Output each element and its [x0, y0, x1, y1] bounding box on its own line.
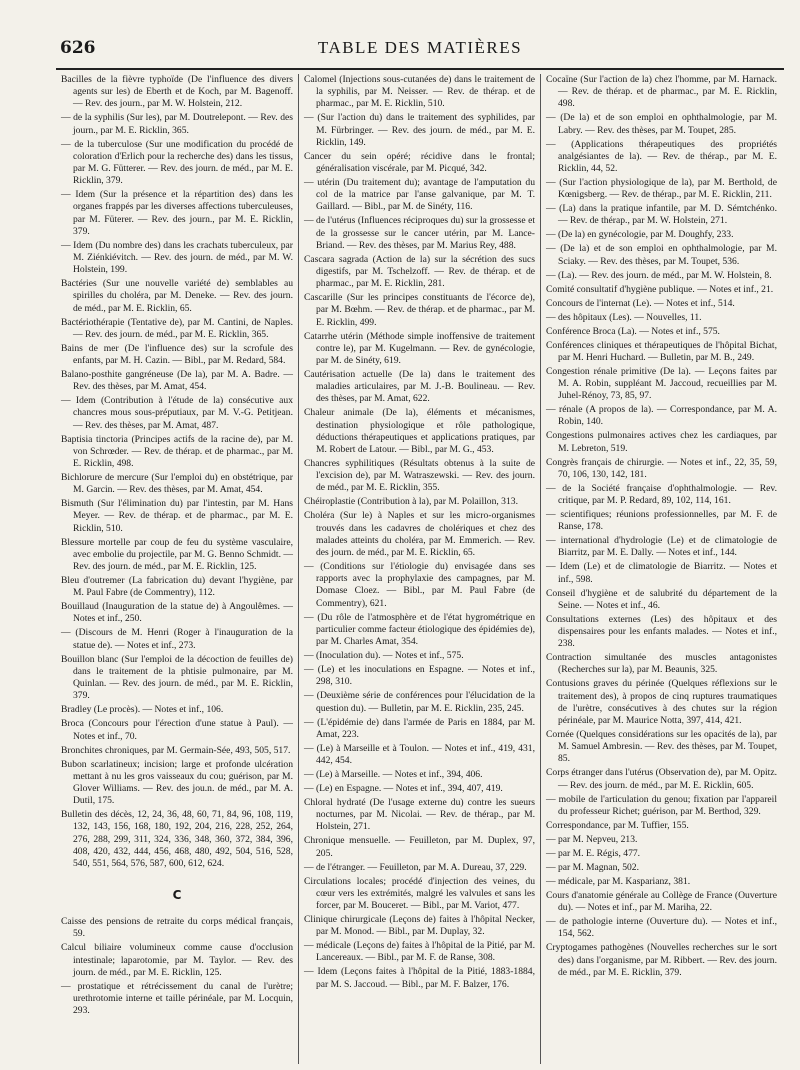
index-entry: — (Le) et les inoculations en Espagne. — Notes et inf., 298, 310.	[304, 664, 535, 688]
index-entry: — Idem (Le) et de climatologie de Biarritz. — Notes et inf., 598.	[546, 561, 777, 585]
index-column-right	[540, 74, 782, 1064]
index-entry: — Idem (Sur la présence et la répartition des) dans les organes frappés par les diverses affections tuberculeuses, par M. Füterer. — Rev. des journ., par M. E. Ricklin, 379.	[61, 189, 293, 237]
index-entry: — rénale (A propos de la). — Correspondance, par M. A. Robin, 140.	[546, 404, 777, 428]
index-entry: — (Applications thérapeutiques des propriétés analgésiantes de la). — Rev. de thérap., par M. E. Ricklin, 44, 52.	[546, 138, 777, 175]
index-entry: Choléra (Sur le) à Naples et sur les micro-organismes trouvés dans les cadavres de cholériques et chez des malades atteints du choléra, par M. Emmerich. — Rev. des journ. de méd., par M. E. Ricklin, 65.	[304, 510, 535, 559]
index-entry: Broca (Concours pour l'érection d'une statue à Paul). — Notes et inf., 70.	[61, 718, 293, 742]
index-entry: Cocaïne (Sur l'action de la) chez l'homme, par M. Harnack. — Rev. de thérap. et de pharmac., par M. E. Ricklin, 498.	[546, 74, 777, 110]
index-entry: — (Sur l'action du) dans le traitement des syphilides, par M. Fürbringer. — Rev. des journ. de méd., par M. E. Ricklin, 149.	[304, 112, 535, 148]
index-entry: Baptisia tinctoria (Principes actifs de la racine de), par M. von Schrœder. — Rev. de thérap. et de pharmac., par M. E. Ricklin, 498.	[61, 433, 293, 470]
index-entry: — médicale, par M. Kasparianz, 381.	[546, 875, 691, 887]
index-entry: Blessure mortelle par coup de feu du système vasculaire, avec embolie du projectile, par M. G. Benno Schmidt. — Rev. des journ. de méd., par M. E. Ricklin, 125.	[61, 536, 293, 573]
index-entry: — par M. Magnan, 502.	[546, 861, 639, 873]
index-entry: — (Deuxième série de conférences pour l'élucidation de la question du). — Bulletin, par M. E. Ricklin, 235, 245.	[304, 690, 535, 714]
index-entry: — de l'étranger. — Feuilleton, par M. A. Dureau, 37, 229.	[304, 861, 527, 873]
index-entry: Bichlorure de mercure (Sur l'emploi du) en obstétrique, par M. Garcin. — Rev. des thèses, par M. Amat, 454.	[61, 472, 293, 496]
index-columns	[56, 74, 784, 1064]
index-entry: Bacilles de la fièvre typhoïde (De l'influence des divers agents sur les) de Eberth et de Koch, par M. Bagenoff. — Rev. des journ., par M. W. Holstein, 212.	[61, 74, 293, 110]
index-entry: — de pathologie interne (Ouverture du). — Notes et inf., 154, 562.	[546, 916, 777, 940]
index-entry: — de la Société française d'ophthalmologie. — Rev. critique, par M. P. Redard, 89, 102, 114, 161.	[546, 482, 777, 507]
index-entry: Chaleur animale (De la), éléments et mécanismes, destination physiologique et rôle pathologique, déductions thérapeutiques et applications pratiques, par M. Robert de Latour. — Bibl., par M. G., 453.	[304, 407, 535, 456]
index-entry: Conférence Broca (La). — Notes et inf., 575.	[546, 325, 720, 337]
index-entry: — des hôpitaux (Les). — Nouvelles, 11.	[546, 311, 702, 323]
index-entry: — de la tuberculose (Sur une modification du procédé de coloration d'Erlich pour la recherche des) dans les tissus, par M. G. Fütterer. — Rev. des journ. de méd., par M. E. Ricklin, 379.	[61, 138, 293, 187]
index-entry: Caisse des pensions de retraite du corps médical français, 59.	[61, 916, 293, 940]
index-entry: Concours de l'internat (Le). — Notes et inf., 514.	[546, 297, 735, 309]
index-entry: — (Sur l'action physiologique de la), par M. Berthold, de Kœnigsberg. — Rev. de thérap., par M. E. Ricklin, 211.	[546, 177, 777, 201]
index-entry: Calcul biliaire volumineux comme cause d'occlusion intestinale; laparotomie, par M. Taylor. — Rev. des journ. de méd., par M. E. Ricklin, 125.	[61, 942, 293, 978]
header-rule	[56, 68, 784, 70]
index-entry: Contraction simultanée des muscles antagonistes (Recherches sur la), par M. Beaunis, 325.	[546, 652, 777, 676]
index-entry: Cryptogames pathogènes (Nouvelles recherches sur le sort des) dans l'organisme, par M. Ribbert. — Rev. des journ. de méd., par M. E. Ricklin, 379.	[546, 942, 777, 978]
index-entry: Cautérisation actuelle (De la) dans le traitement des maladies articulaires, par M. J.-B. Boulineau. — Rev. des thèses, par M. Amat, 622.	[304, 369, 535, 405]
index-entry: Congrès français de chirurgie. — Notes et inf., 22, 35, 59, 70, 106, 130, 142, 181.	[546, 456, 777, 480]
index-entry: Catarrhe utérin (Méthode simple inoffensive de traitement contre le), par M. Kugelmann. — Rev. de gynécologie, par M. de Sinéty, 619.	[304, 330, 535, 367]
index-entry: — (Le) à Marseille. — Notes et inf., 394, 406.	[304, 768, 483, 780]
index-entry: Chéiroplastie (Contribution à la), par M. Polaillon, 313.	[304, 496, 518, 508]
index-entry: Cancer du sein opéré; récidive dans le frontal; généralisation viscérale, par M. Picqué, 342.	[304, 150, 535, 175]
index-entry: Clinique chirurgicale (Leçons de) faites à l'hôpital Necker, par M. Monod. — Bibl., par M. Duplay, 32.	[304, 913, 535, 938]
index-entry: — Idem (Contribution à l'étude de la) consécutive aux chancres mous sous-préputiaux, par M. V.-G. Petitjean. — Rev. des thèses, par M. Amat, 487.	[61, 395, 293, 431]
index-entry: Comité consultatif d'hygiène publique. — Notes et inf., 21.	[546, 283, 774, 295]
index-entry: Bactériothérapie (Tentative de), par M. Cantini, de Naples. — Rev. des journ. de méd., par M. E. Ricklin, 365.	[61, 316, 293, 340]
index-entry: Congestion rénale primitive (De la). — Leçons faites par M. A. Robin, suppléant M. Jaccoud, recueillies par M. Juhel-Rénoy, 73, 85, 97.	[546, 365, 777, 402]
index-entry: Congestions pulmonaires actives chez les cardiaques, par M. Lebreton, 519.	[546, 430, 777, 454]
section-letter: C	[172, 888, 182, 903]
page-number: 626	[60, 38, 96, 58]
index-entry: Correspondance, par M. Tuffier, 155.	[546, 819, 689, 831]
index-entry: Calomel (Injections sous-cutanées de) dans le traitement de la syphilis, par M. Neisser. — Rev. de thérap. et de pharmac., par M. E. Ricklin, 510.	[304, 74, 535, 110]
index-entry: Bouillaud (Inauguration de la statue de) à Angoulêmes. — Notes et inf., 250.	[61, 601, 293, 625]
index-entry: Cours d'anatomie générale au Collège de France (Ouverture du). — Notes et inf., par M. Mariha, 22.	[546, 889, 777, 914]
index-entry: — (La). — Rev. des journ. de méd., par M. W. Holstein, 8.	[546, 269, 772, 281]
index-entry: — (De la) et de son emploi en ophthalmologie, par M. Labry. — Rev. des thèses, par M. Toupet, 285.	[546, 112, 777, 136]
index-entry: — mobile de l'articulation du genou; fixation par l'appareil du professeur Richet; guérison, par M. Berthod, 329.	[546, 793, 777, 817]
running-title: TABLE DES MATIÈRES	[317, 38, 523, 57]
index-entry: — (De la) en gynécologie, par M. Doughfy, 233.	[546, 229, 734, 241]
index-entry: — médicale (Leçons de) faites à l'hôpital de la Pitié, par M. Lancereaux. — Bibl., par M. F. de Ranse, 308.	[304, 940, 535, 964]
index-entry: Bleu d'outremer (La fabrication du) devant l'hygiène, par M. Paul Fabre (de Commentry), 112.	[61, 575, 293, 599]
index-entry: Bains de mer (De l'influence des) sur la scrofule des enfants, par M. H. Cazin. — Bibl., par M. Redard, 584.	[61, 342, 293, 367]
index-entry: Bubon scarlatineux; incision; large et profonde ulcération mettant à nu les gros vaisseaux du cou; guérison, par M. Glover Williams. — Rev. des jou.n. de méd., par M. A. Dutil, 175.	[61, 758, 293, 807]
index-entry: — par M. Nepveu, 213.	[546, 833, 638, 845]
index-entry: — de la syphilis (Sur les), par M. Doutrelepont. — Rev. des journ., par M. E. Ricklin, 365.	[61, 112, 293, 136]
index-entry: Bouillon blanc (Sur l'emploi de la décoction de feuilles de) dans le traitement de la phtisie pulmonaire, par M. Quinlan. — Rev. des journ. de méd., par M. E. Ricklin, 379.	[61, 653, 293, 702]
index-entry: — (Du rôle de l'atmosphère et de l'état hygrométrique en particulier comme facteur étiologique des épidémies de), par M. Charles Amat, 354.	[304, 611, 535, 648]
index-entry: — par M. E. Régis, 477.	[546, 847, 641, 859]
index-entry: Bismuth (Sur l'élimination du) par l'intestin, par M. Hans Meyer. — Rev. de thérap. et de pharmac., par M. E. Ricklin, 510.	[61, 498, 293, 534]
index-entry: — scientifiques; réunions professionnelles, par M. F. de Ranse, 178.	[546, 509, 777, 533]
index-entry: — de l'utérus (Influences réciproques du) sur la grossesse et de la grossesse sur le cancer utérin, par M. Lance-Briand. — Rev. des thèses, par M. Marius Rey, 488.	[304, 215, 535, 251]
index-entry: Cascara sagrada (Action de la) sur la sécrétion des sucs digestifs, par M. Tschelzoff. — Rev. de thérap. et de pharmac., par M. E. Ricklin, 281.	[304, 253, 535, 290]
index-entry: Bradley (Le procès). — Notes et inf., 106.	[61, 704, 224, 716]
index-entry: — prostatique et rétrécissement du canal de l'urètre; urethrotomie interne et taille périnéale, par M. Locquin, 293.	[61, 980, 293, 1017]
index-entry: Circulations locales; procédé d'injection des veines, du cœur vers les extrémités, malgré les valvules et sans les forcer, par M. Bouceret. — Bibl., par M. Variot, 477.	[304, 875, 535, 911]
index-entry: Corps étranger dans l'utérus (Observation de), par M. Opitz. — Rev. des journ. de méd., par M. E. Ricklin, 605.	[546, 767, 777, 791]
index-entry: — (Discours de M. Henri (Roger à l'inauguration de la statue de). — Notes et inf., 273.	[61, 627, 293, 651]
page-header	[60, 38, 780, 64]
index-entry: Chloral hydraté (De l'usage externe du) contre les sueurs nocturnes, par M. Nicolai. — Rev. de thérap., par M. Holstein, 271.	[304, 796, 535, 833]
index-entry: — (La) dans la pratique infantile, par M. D. Sémtchénko. — Rev. de thérap., par M. W. Holstein, 271.	[546, 203, 777, 227]
index-entry: Bactéries (Sur une nouvelle variété de) semblables au spirilles du choléra, par M. Deneke. — Rev. des journ. de méd., par M. E. Ricklin, 65.	[61, 278, 293, 314]
index-entry: Cornée (Quelques considérations sur les opacités de la), par M. Samuel Ambresin. — Rev. des thèses, par M. Toupet, 85.	[546, 729, 777, 765]
index-entry: Chancres syphilitiques (Résultats obtenus à la suite de l'excision de), par M. Watraszewski. — Rev. des journ. de méd., par M. E. Ricklin, 355.	[304, 458, 535, 494]
index-entry: Conférences cliniques et thérapeutiques de l'hôpital Bichat, par M. Henri Huchard. — Bulletin, par M. B., 249.	[546, 339, 777, 363]
index-entry: — international d'hydrologie (Le) et de climatologie de Biarritz, par M. E. Dally. — Notes et inf., 144.	[546, 535, 777, 559]
index-entry: — utérin (Du traitement du); avantage de l'amputation du col de la matrice par l'anse galvanique, par M. T. Gaillard. — Bibl., par M. de Sinéty, 116.	[304, 177, 535, 213]
index-entry: — Idem (Du nombre des) dans les crachats tuberculeux, par M. Ziénkiévitch. — Rev. des journ. de méd., par M. W. Holstein, 199.	[61, 239, 293, 276]
index-entry: Bulletin des décès, 12, 24, 36, 48, 60, 71, 84, 96, 108, 119, 132, 143, 156, 168, 180, 192, 204, 216, 228, 252, 264, 276, 288, 299, 311, 324, 336, 348, 360, 372, 384, 396, 408, 420, 432, 444, 456, 468, 480, 492, 504, 516, 528, 540, 551, 564, 576, 587, 600, 612, 624.	[61, 809, 293, 869]
index-entry: — Idem (Leçons faites à l'hôpital de la Pitié, 1883-1884, par M. S. Jaccoud. — Bibl., par M. F. Balzer, 176.	[304, 966, 535, 990]
index-column-left	[56, 74, 298, 1064]
index-entry: Consultations externes (Les) des hôpitaux et des dispensaires pour les enfants malades. — Notes et inf., 238.	[546, 613, 777, 650]
index-entry: Bronchites chroniques, par M. Germain-Sée, 493, 505, 517.	[61, 744, 291, 756]
index-entry: — (Inoculation du). — Notes et inf., 575.	[304, 650, 464, 662]
index-entry: — (Le) à Marseille et à Toulon. — Notes et inf., 419, 431, 442, 454.	[304, 742, 535, 766]
index-entry: Balano-posthite gangréneuse (De la), par M. A. Badre. — Rev. des thèses, par M. Amat, 454.	[61, 369, 293, 393]
index-entry: — (Le) en Espagne. — Notes et inf., 394, 407, 419.	[304, 782, 503, 794]
index-entry: — (L'épidémie de) dans l'armée de Paris en 1884, par M. Amat, 223.	[304, 716, 535, 740]
index-entry: Contusions graves du périnée (Quelques réflexions sur le traitement des), à propos de cinq ruptures traumatiques de l'urètre, consécutives à des chutes sur la région périnéale, par M. Maurice Notta, 397, 414, 421.	[546, 678, 777, 727]
index-entry: Conseil d'hygiène et de salubrité du département de la Seine. — Notes et inf., 46.	[546, 587, 777, 611]
index-entry: Chronique mensuelle. — Feuilleton, par M. Duplex, 97, 205.	[304, 835, 535, 859]
index-entry: Cascarille (Sur les principes constituants de l'écorce de), par M. Bœhm. — Rev. de thérap. et de pharmac., par M. E. Ricklin, 499.	[304, 292, 535, 328]
index-entry: — (Conditions sur l'étiologie du) envisagée dans ses rapports avec la prophylaxie des campagnes, par M. Domase Cloez. — Bibl., par M. Paul Fabre (de Commentry), 621.	[304, 561, 535, 609]
index-column-middle	[298, 74, 540, 1064]
index-entry: — (De la) et de son emploi en ophthalmologie, par M. Sciaky. — Rev. des thèses, par M. Toupet, 536.	[546, 243, 777, 267]
